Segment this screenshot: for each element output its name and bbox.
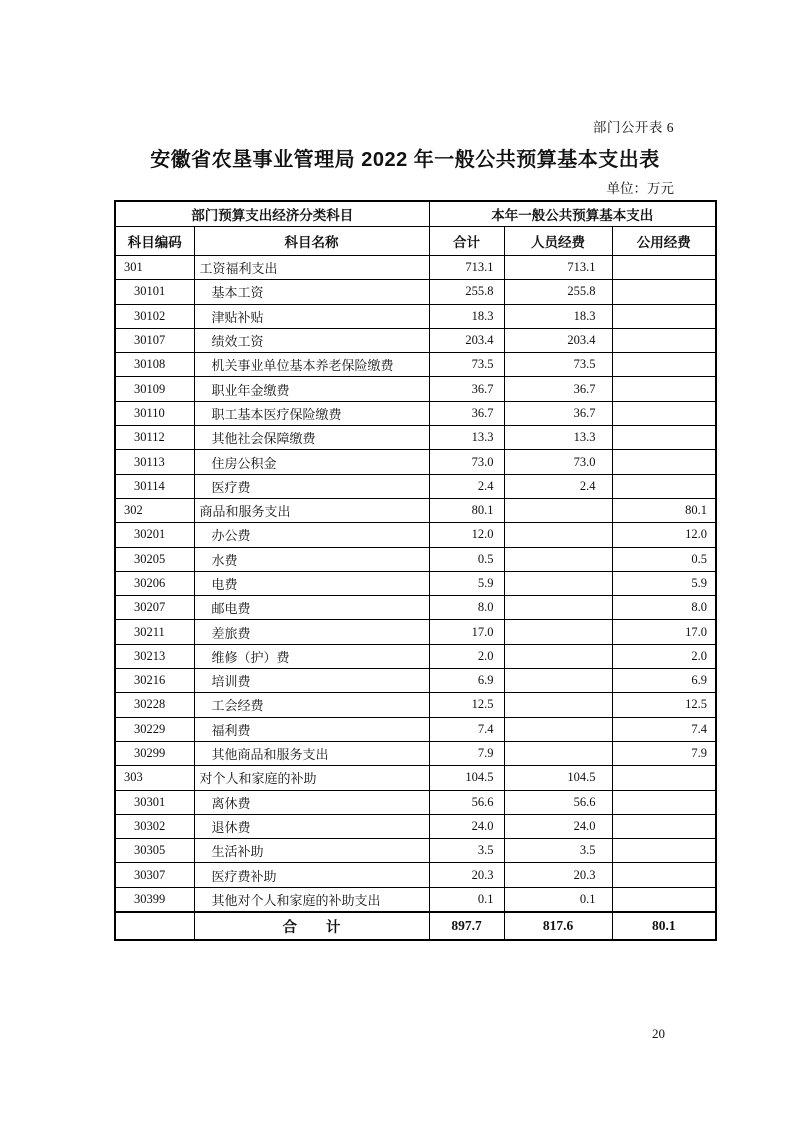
table-row <box>115 620 716 644</box>
total-row-label: 合 计 <box>194 912 429 940</box>
row-total-cell: 713.1 <box>429 256 504 280</box>
row-personnel-cell <box>504 669 612 693</box>
row-code-cell: 30112 <box>115 426 194 450</box>
row-personnel-cell <box>504 644 612 668</box>
row-code-cell: 30299 <box>115 741 194 765</box>
row-name-cell: 对个人和家庭的补助 <box>194 766 429 790</box>
row-public-cell <box>612 887 716 912</box>
table-row <box>115 717 716 741</box>
row-name-cell: 培训费 <box>194 669 429 693</box>
row-code-cell: 30213 <box>115 644 194 668</box>
row-total-cell: 104.5 <box>429 766 504 790</box>
table-row <box>115 304 716 328</box>
row-name-cell: 职业年金缴费 <box>194 377 429 401</box>
row-public-cell <box>612 766 716 790</box>
row-name-cell: 基本工资 <box>194 280 429 304</box>
row-total-cell: 3.5 <box>429 839 504 863</box>
row-public-cell <box>612 863 716 887</box>
row-personnel-cell <box>504 620 612 644</box>
row-public-cell <box>612 426 716 450</box>
row-public-cell: 12.5 <box>612 693 716 717</box>
row-public-cell: 7.4 <box>612 717 716 741</box>
row-code-cell: 30307 <box>115 863 194 887</box>
row-name-cell: 机关事业单位基本养老保险缴费 <box>194 353 429 377</box>
column-header-public: 公用经费 <box>612 227 716 256</box>
row-public-cell <box>612 474 716 498</box>
row-total-cell: 2.4 <box>429 474 504 498</box>
row-name-cell: 退休费 <box>194 814 429 838</box>
table-row <box>115 377 716 401</box>
table-group-header-row <box>115 201 716 227</box>
table-row <box>115 596 716 620</box>
row-total-cell: 5.9 <box>429 571 504 595</box>
row-total-cell: 7.4 <box>429 717 504 741</box>
row-personnel-cell: 2.4 <box>504 474 612 498</box>
row-public-cell <box>612 377 716 401</box>
row-name-cell: 福利费 <box>194 717 429 741</box>
row-code-cell: 302 <box>115 498 194 522</box>
row-public-cell: 5.9 <box>612 571 716 595</box>
row-personnel-cell <box>504 498 612 522</box>
table-row <box>115 814 716 838</box>
budget-table <box>114 200 717 941</box>
row-personnel-cell <box>504 693 612 717</box>
row-public-cell <box>612 353 716 377</box>
row-code-cell: 301 <box>115 256 194 280</box>
page-title: 安徽省农垦事业管理局 2022 年一般公共预算基本支出表 <box>150 149 660 171</box>
table-row <box>115 474 716 498</box>
row-public-cell <box>612 839 716 863</box>
row-public-cell: 17.0 <box>612 620 716 644</box>
row-name-cell: 工资福利支出 <box>194 256 429 280</box>
row-personnel-cell: 73.0 <box>504 450 612 474</box>
row-public-cell: 0.5 <box>612 547 716 571</box>
row-total-cell: 80.1 <box>429 498 504 522</box>
row-total-cell: 0.5 <box>429 547 504 571</box>
row-name-cell: 津贴补贴 <box>194 304 429 328</box>
row-total-cell: 12.5 <box>429 693 504 717</box>
table-row <box>115 401 716 425</box>
row-personnel-cell <box>504 523 612 547</box>
row-total-cell: 13.3 <box>429 426 504 450</box>
total-row-public-value: 80.1 <box>612 912 716 940</box>
row-code-cell: 30109 <box>115 377 194 401</box>
table-row <box>115 693 716 717</box>
row-total-cell: 7.9 <box>429 741 504 765</box>
row-name-cell: 医疗费补助 <box>194 863 429 887</box>
row-name-cell: 电费 <box>194 571 429 595</box>
row-personnel-cell: 18.3 <box>504 304 612 328</box>
table-row <box>115 839 716 863</box>
table-row <box>115 644 716 668</box>
row-name-cell: 离休费 <box>194 790 429 814</box>
table-row <box>115 523 716 547</box>
row-total-cell: 24.0 <box>429 814 504 838</box>
row-name-cell: 绩效工资 <box>194 328 429 352</box>
table-row <box>115 426 716 450</box>
row-personnel-cell: 255.8 <box>504 280 612 304</box>
row-total-cell: 255.8 <box>429 280 504 304</box>
row-code-cell: 30101 <box>115 280 194 304</box>
row-name-cell: 其他对个人和家庭的补助支出 <box>194 887 429 912</box>
row-total-cell: 56.6 <box>429 790 504 814</box>
row-personnel-cell: 36.7 <box>504 401 612 425</box>
row-total-cell: 20.3 <box>429 863 504 887</box>
row-public-cell <box>612 328 716 352</box>
table-column-header-row <box>115 227 716 256</box>
row-name-cell: 其他商品和服务支出 <box>194 741 429 765</box>
row-personnel-cell: 13.3 <box>504 426 612 450</box>
table-row <box>115 669 716 693</box>
row-total-cell: 17.0 <box>429 620 504 644</box>
column-header-personnel: 人员经费 <box>504 227 612 256</box>
total-row-total-value: 897.7 <box>429 912 504 940</box>
row-public-cell <box>612 450 716 474</box>
row-public-cell <box>612 790 716 814</box>
table-row <box>115 450 716 474</box>
row-name-cell: 住房公积金 <box>194 450 429 474</box>
row-total-cell: 18.3 <box>429 304 504 328</box>
row-public-cell <box>612 401 716 425</box>
row-personnel-cell: 3.5 <box>504 839 612 863</box>
table-row <box>115 256 716 280</box>
table-row <box>115 766 716 790</box>
group-header-right: 本年一般公共预算基本支出 <box>429 201 716 227</box>
row-code-cell: 30108 <box>115 353 194 377</box>
row-name-cell: 职工基本医疗保险缴费 <box>194 401 429 425</box>
row-code-cell: 30302 <box>115 814 194 838</box>
table-row <box>115 280 716 304</box>
row-code-cell: 30229 <box>115 717 194 741</box>
row-public-cell: 2.0 <box>612 644 716 668</box>
row-name-cell: 医疗费 <box>194 474 429 498</box>
row-personnel-cell: 24.0 <box>504 814 612 838</box>
row-total-cell: 8.0 <box>429 596 504 620</box>
table-row <box>115 353 716 377</box>
row-code-cell: 303 <box>115 766 194 790</box>
row-code-cell: 30205 <box>115 547 194 571</box>
column-header-name: 科目名称 <box>194 227 429 256</box>
table-row <box>115 328 716 352</box>
row-public-cell <box>612 280 716 304</box>
row-public-cell: 80.1 <box>612 498 716 522</box>
page-number: 20 <box>652 1026 665 1041</box>
row-name-cell: 商品和服务支出 <box>194 498 429 522</box>
row-code-cell: 30216 <box>115 669 194 693</box>
row-total-cell: 2.0 <box>429 644 504 668</box>
row-public-cell: 8.0 <box>612 596 716 620</box>
row-code-cell: 30207 <box>115 596 194 620</box>
row-personnel-cell <box>504 547 612 571</box>
table-row <box>115 571 716 595</box>
row-code-cell: 30301 <box>115 790 194 814</box>
row-code-cell: 30305 <box>115 839 194 863</box>
column-header-total: 合计 <box>429 227 504 256</box>
row-public-cell: 6.9 <box>612 669 716 693</box>
row-personnel-cell: 713.1 <box>504 256 612 280</box>
row-personnel-cell: 36.7 <box>504 377 612 401</box>
row-total-cell: 12.0 <box>429 523 504 547</box>
table-row <box>115 547 716 571</box>
row-code-cell: 30228 <box>115 693 194 717</box>
column-header-code: 科目编码 <box>115 227 194 256</box>
table-row <box>115 887 716 912</box>
row-total-cell: 73.0 <box>429 450 504 474</box>
row-public-cell <box>612 814 716 838</box>
row-name-cell: 生活补助 <box>194 839 429 863</box>
row-total-cell: 73.5 <box>429 353 504 377</box>
table-row <box>115 741 716 765</box>
row-personnel-cell: 73.5 <box>504 353 612 377</box>
row-personnel-cell <box>504 717 612 741</box>
row-personnel-cell <box>504 596 612 620</box>
row-name-cell: 邮电费 <box>194 596 429 620</box>
row-code-cell: 30206 <box>115 571 194 595</box>
row-total-cell: 203.4 <box>429 328 504 352</box>
unit-label: 单位：万元 <box>606 181 674 196</box>
row-code-cell: 30399 <box>115 887 194 912</box>
row-personnel-cell <box>504 571 612 595</box>
row-name-cell: 办公费 <box>194 523 429 547</box>
row-personnel-cell: 0.1 <box>504 887 612 912</box>
row-personnel-cell: 56.6 <box>504 790 612 814</box>
row-code-cell: 30107 <box>115 328 194 352</box>
row-public-cell <box>612 304 716 328</box>
total-row-empty-code-cell <box>115 912 194 940</box>
row-public-cell: 7.9 <box>612 741 716 765</box>
row-total-cell: 6.9 <box>429 669 504 693</box>
total-row-personnel-value: 817.6 <box>504 912 612 940</box>
row-personnel-cell: 203.4 <box>504 328 612 352</box>
row-code-cell: 30113 <box>115 450 194 474</box>
table-row <box>115 790 716 814</box>
row-personnel-cell <box>504 741 612 765</box>
row-code-cell: 30110 <box>115 401 194 425</box>
row-total-cell: 36.7 <box>429 401 504 425</box>
row-name-cell: 水费 <box>194 547 429 571</box>
row-public-cell: 12.0 <box>612 523 716 547</box>
group-header-left: 部门预算支出经济分类科目 <box>115 201 429 227</box>
row-name-cell: 其他社会保障缴费 <box>194 426 429 450</box>
row-name-cell: 维修（护）费 <box>194 644 429 668</box>
table-total-row <box>115 912 716 940</box>
row-code-cell: 30201 <box>115 523 194 547</box>
row-code-cell: 30211 <box>115 620 194 644</box>
row-name-cell: 差旅费 <box>194 620 429 644</box>
row-total-cell: 36.7 <box>429 377 504 401</box>
row-total-cell: 0.1 <box>429 887 504 912</box>
row-public-cell <box>612 256 716 280</box>
row-code-cell: 30102 <box>115 304 194 328</box>
row-personnel-cell: 104.5 <box>504 766 612 790</box>
row-name-cell: 工会经费 <box>194 693 429 717</box>
table-row <box>115 498 716 522</box>
table-row <box>115 863 716 887</box>
row-personnel-cell: 20.3 <box>504 863 612 887</box>
row-code-cell: 30114 <box>115 474 194 498</box>
doc-reference-label: 部门公开表 6 <box>592 120 674 135</box>
